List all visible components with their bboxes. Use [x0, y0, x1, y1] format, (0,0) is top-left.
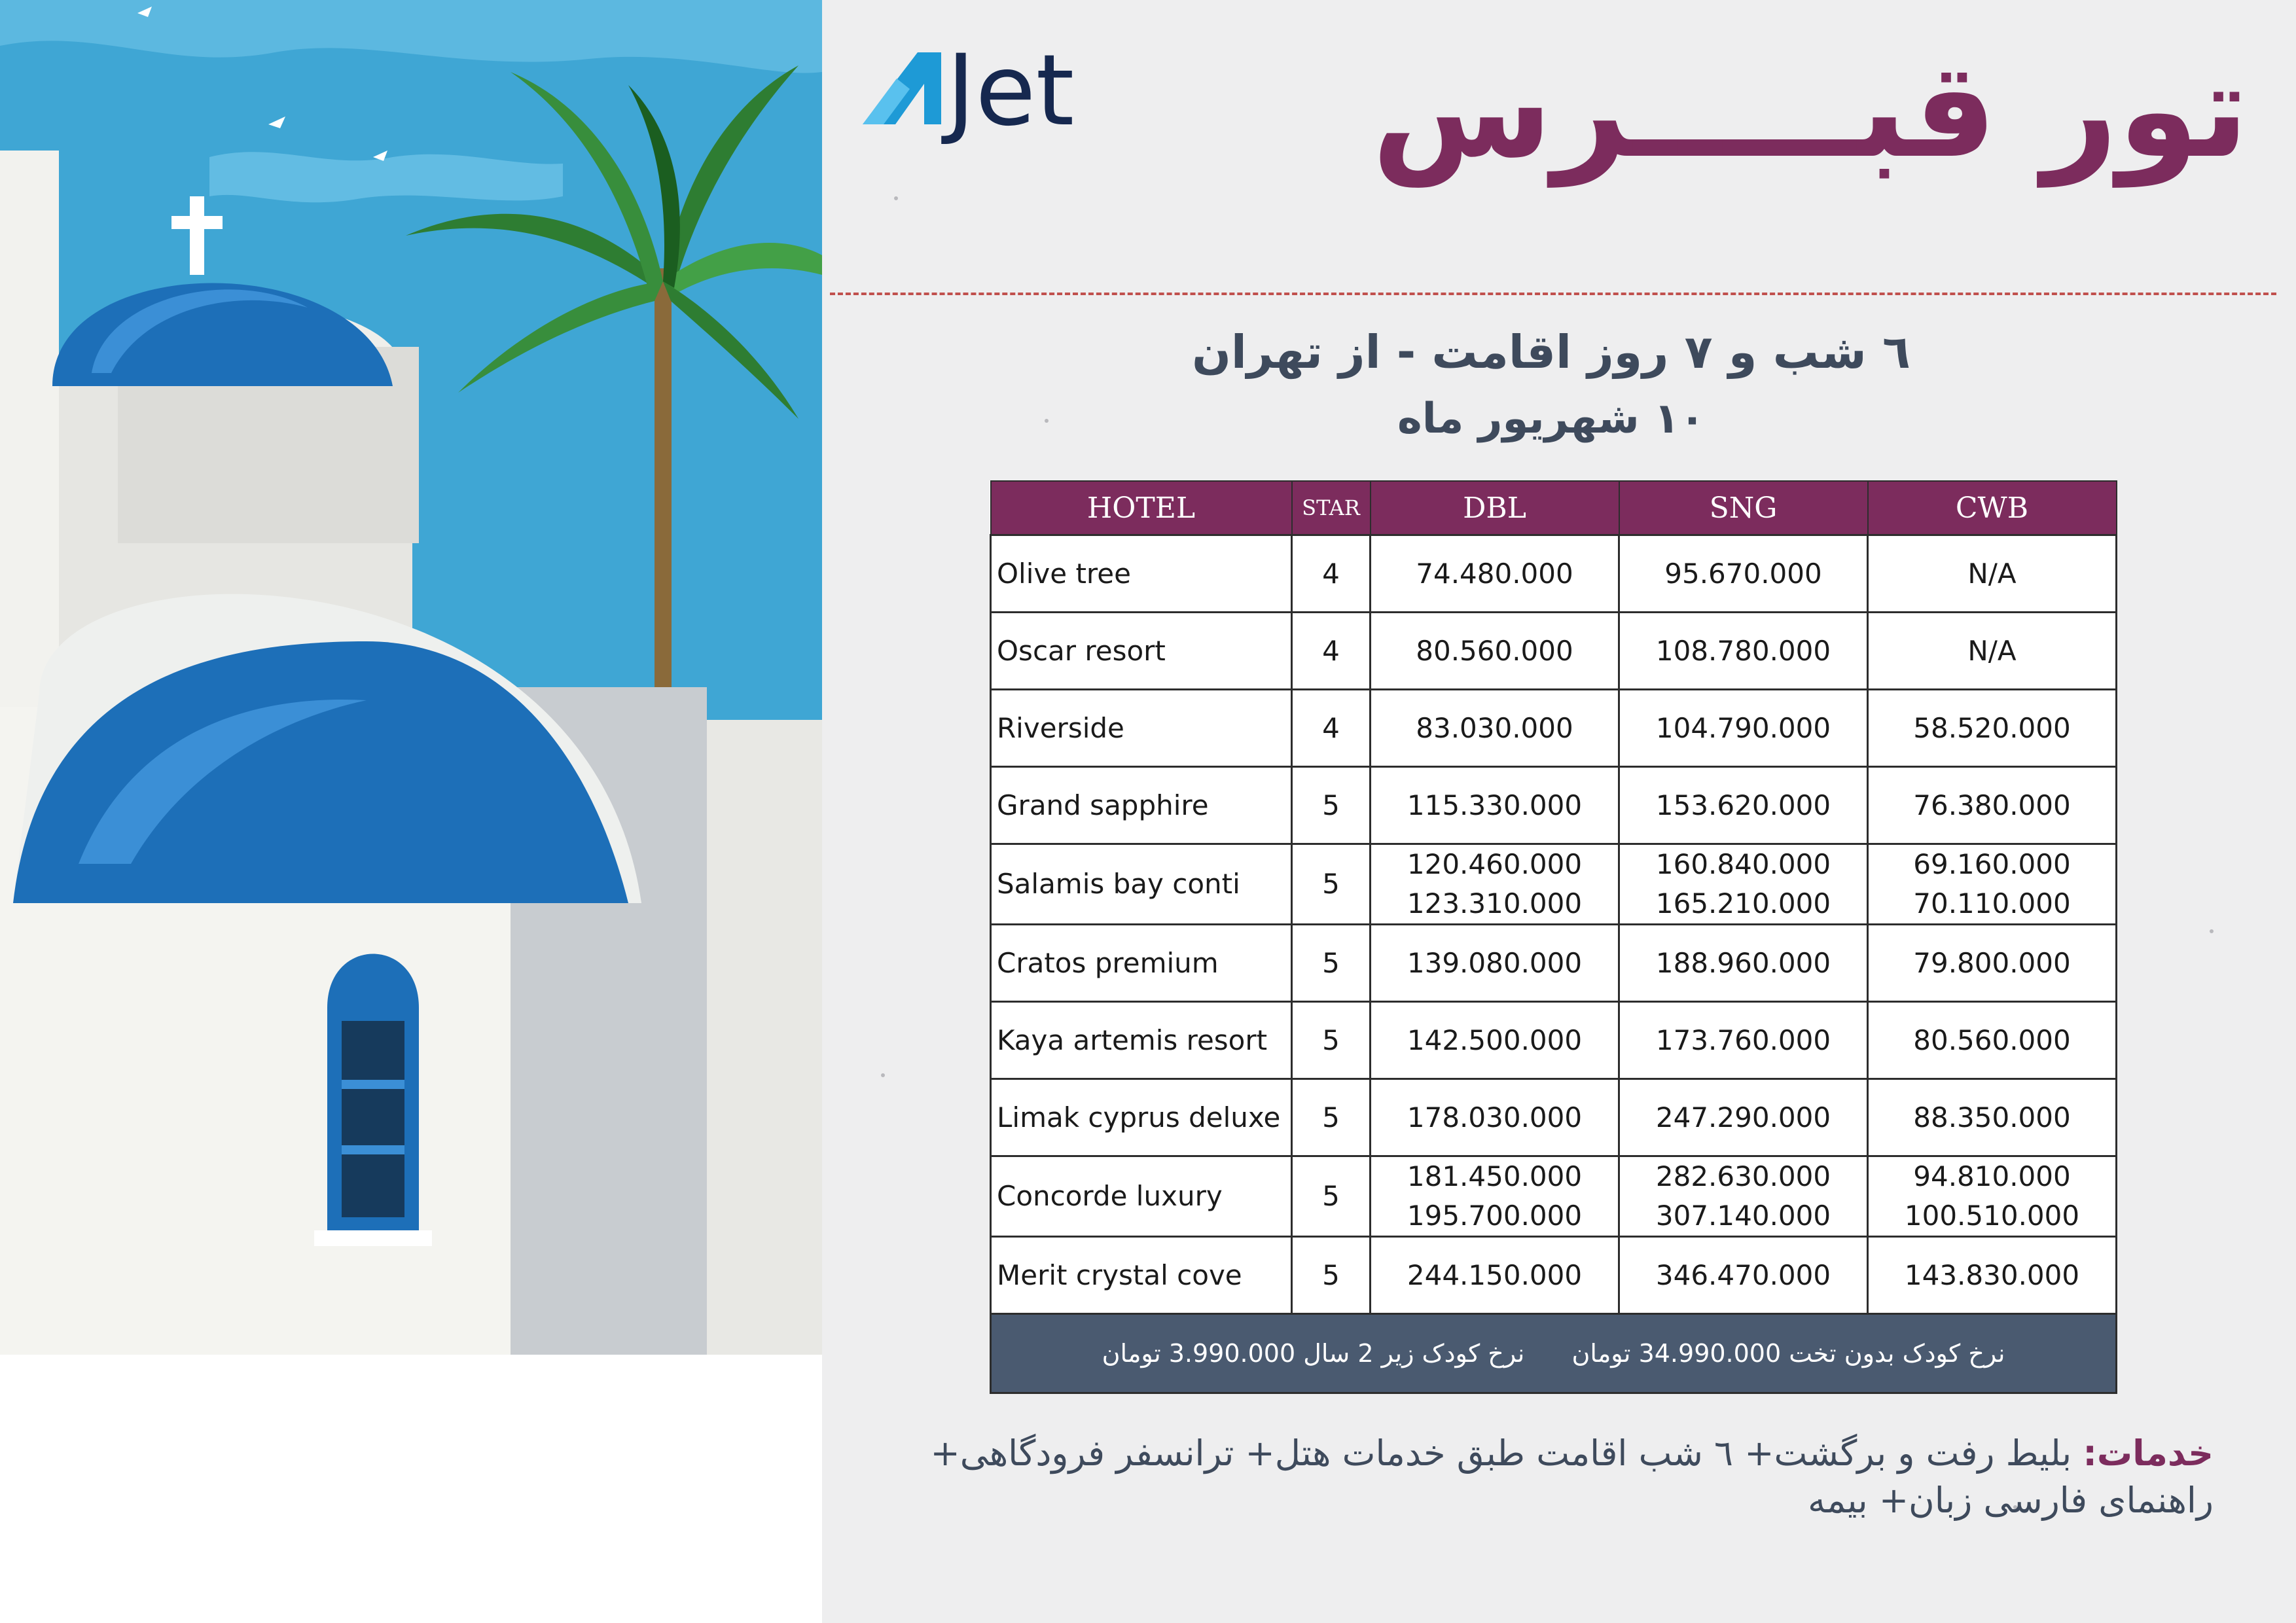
child-rate-note — [991, 1314, 2117, 1393]
table-row — [991, 1079, 2117, 1156]
sng-price-cell — [1619, 1079, 1868, 1156]
services-list: بلیط رفت و برگشت+ ٦ شب اقامت طبق خدمات هتل+ ترانسفر فرودگاهی+ راهنمای فارسی زبان+ بیمه — [930, 1433, 2214, 1521]
header-dbl: DBL — [1371, 481, 1619, 535]
table-row — [991, 925, 2117, 1002]
hotel-name-cell: Oscar resort — [991, 613, 1292, 690]
illustration-panel — [0, 0, 822, 1355]
tour-date: ١٠ شهریور ماه — [1397, 395, 1706, 443]
dbl-price-cell — [1371, 1079, 1619, 1156]
star-cell: 5 — [1292, 1079, 1371, 1156]
logo-wordmark: Jet — [946, 34, 1075, 144]
sng-price-value: 104.790.000 — [1655, 711, 1831, 744]
header-hotel: HOTEL — [991, 481, 1292, 535]
cwb-price-value: 69.160.000 — [1913, 848, 2071, 880]
cwb-price-cell — [1868, 844, 2117, 925]
cwb-price-value: 70.110.000 — [1913, 887, 2071, 919]
services-label: خدمات: — [2083, 1433, 2214, 1474]
dbl-price-cell — [1371, 767, 1619, 844]
header-sng: SNG — [1619, 481, 1868, 535]
star-cell: 4 — [1292, 535, 1371, 613]
cwb-price-value: 79.800.000 — [1913, 946, 2071, 979]
child-under-2-rate: نرخ کودک زیر 2 سال 3.990.000 تومان — [1102, 1339, 1525, 1368]
dbl-price-value: 74.480.000 — [1416, 557, 1573, 590]
sng-price-value: 165.210.000 — [1655, 887, 1831, 919]
cwb-price-value: 76.380.000 — [1913, 789, 2071, 821]
sng-price-cell — [1619, 925, 1868, 1002]
star-cell: 5 — [1292, 767, 1371, 844]
cwb-price-cell — [1868, 1237, 2117, 1314]
sng-price-cell — [1619, 767, 1868, 844]
dbl-price-value: 181.450.000 — [1407, 1160, 1583, 1192]
sng-price-cell — [1619, 844, 1868, 925]
hotel-name-cell: Riverside — [991, 690, 1292, 767]
cwb-price-cell — [1868, 925, 2117, 1002]
cwb-price-value: 58.520.000 — [1913, 711, 2071, 744]
tour-duration: ٦ شب و ٧ روز اقامت - از تهران — [1192, 325, 1910, 379]
hotel-name-cell: Olive tree — [991, 535, 1292, 613]
dbl-price-cell — [1371, 925, 1619, 1002]
dbl-price-value: 115.330.000 — [1407, 789, 1583, 821]
sng-price-value: 247.290.000 — [1655, 1101, 1831, 1133]
cwb-price-cell — [1868, 613, 2117, 690]
table-row — [991, 1002, 2117, 1079]
dbl-price-cell — [1371, 613, 1619, 690]
cwb-price-value: N/A — [1967, 634, 2017, 667]
table-row — [991, 1237, 2117, 1314]
cwb-price-cell — [1868, 1002, 2117, 1079]
star-cell: 4 — [1292, 690, 1371, 767]
dbl-price-value: 120.460.000 — [1407, 848, 1583, 880]
dbl-price-cell — [1371, 690, 1619, 767]
dbl-price-value: 83.030.000 — [1416, 711, 1573, 744]
hotel-name-cell: Grand sapphire — [991, 767, 1292, 844]
table-row — [991, 613, 2117, 690]
child-no-bed-rate: نرخ کودک بدون تخت 34.990.000 تومان — [1571, 1339, 2005, 1368]
dbl-price-cell — [1371, 844, 1619, 925]
dbl-price-cell — [1371, 1237, 1619, 1314]
sng-price-value: 282.630.000 — [1655, 1160, 1831, 1192]
hotel-name-cell: Concorde luxury — [991, 1156, 1292, 1237]
star-cell: 5 — [1292, 1156, 1371, 1237]
star-cell: 5 — [1292, 925, 1371, 1002]
dbl-price-cell — [1371, 1156, 1619, 1237]
sng-price-cell — [1619, 535, 1868, 613]
cwb-price-cell — [1868, 767, 2117, 844]
sng-price-value: 108.780.000 — [1655, 634, 1831, 667]
table-header-row — [991, 481, 2117, 535]
cwb-price-value: 100.510.000 — [1904, 1200, 2080, 1232]
sng-price-value: 346.470.000 — [1655, 1258, 1831, 1291]
sng-price-value: 160.840.000 — [1655, 848, 1831, 880]
cwb-price-value: 88.350.000 — [1913, 1101, 2071, 1133]
sng-price-cell — [1619, 1237, 1868, 1314]
hotel-name-cell: Cratos premium — [991, 925, 1292, 1002]
sng-price-cell — [1619, 1002, 1868, 1079]
star-cell: 5 — [1292, 1237, 1371, 1314]
cwb-price-value: 94.810.000 — [1913, 1160, 2071, 1192]
table-row — [991, 767, 2117, 844]
price-table — [990, 480, 2117, 1394]
sng-price-cell — [1619, 690, 1868, 767]
cwb-price-cell — [1868, 535, 2117, 613]
church-palm-illustration — [0, 0, 822, 1355]
table-row — [991, 1156, 2117, 1237]
sng-price-cell — [1619, 1156, 1868, 1237]
table-row — [991, 690, 2117, 767]
hotel-name-cell: Kaya artemis resort — [991, 1002, 1292, 1079]
table-body — [991, 535, 2117, 1314]
dbl-price-value: 244.150.000 — [1407, 1258, 1583, 1291]
sng-price-value: 95.670.000 — [1664, 557, 1822, 590]
dbl-price-value: 80.560.000 — [1416, 634, 1573, 667]
cwb-price-value: 80.560.000 — [1913, 1024, 2071, 1056]
header-star: STAR — [1292, 481, 1371, 535]
star-cell: 5 — [1292, 1002, 1371, 1079]
hotel-name-cell: Salamis bay conti — [991, 844, 1292, 925]
table-row — [991, 535, 2117, 613]
sng-price-value: 307.140.000 — [1655, 1200, 1831, 1232]
table-row — [991, 844, 2117, 925]
sng-price-value: 153.620.000 — [1655, 789, 1831, 821]
dbl-price-value: 178.030.000 — [1407, 1101, 1583, 1133]
dbl-price-value: 142.500.000 — [1407, 1024, 1583, 1056]
services-text — [839, 1430, 2214, 1524]
header-cwb: CWB — [1868, 481, 2117, 535]
cwb-price-value: 143.830.000 — [1904, 1258, 2080, 1291]
dbl-price-cell — [1371, 1002, 1619, 1079]
cwb-price-cell — [1868, 690, 2117, 767]
star-cell: 5 — [1292, 844, 1371, 925]
sng-price-cell — [1619, 613, 1868, 690]
sng-price-value: 188.960.000 — [1655, 946, 1831, 979]
cwb-price-cell — [1868, 1156, 2117, 1237]
hotel-name-cell: Limak cyprus deluxe — [991, 1079, 1292, 1156]
dbl-price-value: 123.310.000 — [1407, 887, 1583, 919]
cwb-price-cell — [1868, 1079, 2117, 1156]
dbl-price-value: 139.080.000 — [1407, 946, 1583, 979]
sng-price-value: 173.760.000 — [1655, 1024, 1831, 1056]
dashed-divider — [830, 293, 2276, 295]
cwb-price-value: N/A — [1967, 557, 2017, 590]
star-cell: 4 — [1292, 613, 1371, 690]
dbl-price-value: 195.700.000 — [1407, 1200, 1583, 1232]
page-title: تور قبـــــرس — [1371, 35, 2249, 187]
jet-logo — [857, 26, 1172, 144]
dbl-price-cell — [1371, 535, 1619, 613]
hotel-name-cell: Merit crystal cove — [991, 1237, 1292, 1314]
child-rate-row — [991, 1314, 2117, 1393]
